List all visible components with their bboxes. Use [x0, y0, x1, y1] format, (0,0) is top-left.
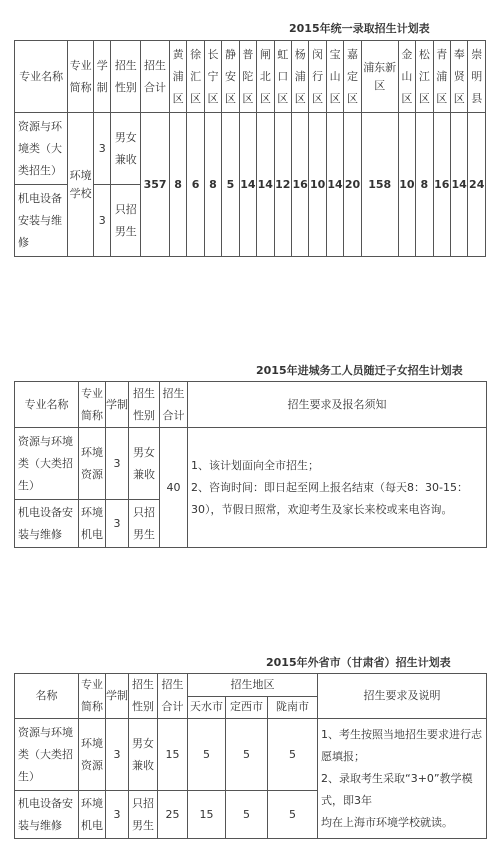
- t2-header: 专业名称: [15, 382, 79, 428]
- t3-header: 招生合计: [158, 674, 188, 719]
- t3-gender: 只招男生: [129, 791, 158, 839]
- t3-header: 招生性别: [129, 674, 158, 719]
- t3-region-header: 定西市: [226, 696, 268, 719]
- t3-gender: 男女兼收: [129, 719, 158, 791]
- t3-region-header: 陇南市: [268, 696, 318, 719]
- t1-years: 3: [94, 113, 111, 185]
- t1-district-value: 16: [433, 113, 450, 257]
- t2-notes: 1、该计划面向全市招生； 2、咨询时间：即日起至网上报名结束（每天8：30-15：30），节假日照常，欢迎考生及家长来校或来电咨询。: [188, 428, 487, 548]
- t1-district-value: 12: [274, 113, 291, 257]
- table2: [14, 381, 487, 548]
- t1-district-value: 10: [309, 113, 326, 257]
- t3-header: 专业简称: [79, 674, 106, 719]
- t3-header: 名称: [15, 674, 79, 719]
- t1-district-value: 14: [326, 113, 343, 257]
- t2-header: 学制: [106, 382, 129, 428]
- t1-header: 闵行区: [309, 41, 326, 113]
- t1-header: 嘉定区: [344, 41, 361, 113]
- t1-gender: 只招男生: [111, 185, 141, 257]
- t1-header: 浦东新区: [361, 41, 398, 113]
- t2-header: 招生合计: [160, 382, 188, 428]
- t1-header: 金山区: [398, 41, 415, 113]
- t1-years: 3: [94, 185, 111, 257]
- t1-major-name: 机电设备安装与维修: [15, 185, 68, 257]
- t2-years: 3: [106, 428, 129, 500]
- t1-district-value: 14: [257, 113, 274, 257]
- t1-district-value: 6: [187, 113, 204, 257]
- t1-district-value: 8: [169, 113, 186, 257]
- t1-district-value: 16: [291, 113, 308, 257]
- table1-title: 2015年统一录取招生计划表: [289, 22, 430, 35]
- t2-header: 招生要求及报名须知: [188, 382, 487, 428]
- t3-total: 25: [158, 791, 188, 839]
- t1-gender: 男女兼收: [111, 113, 141, 185]
- t1-header: 奉贤区: [450, 41, 467, 113]
- t1-header: 徐汇区: [187, 41, 204, 113]
- t1-total: 357: [141, 113, 170, 257]
- t1-major-name: 资源与环境类（大类招生）: [15, 113, 68, 185]
- t1-header: 宝山区: [326, 41, 343, 113]
- t3-header: 招生地区: [188, 674, 318, 697]
- t2-major-abbr: 环境机电: [79, 500, 106, 548]
- t3-years: 3: [106, 719, 129, 791]
- t2-major-abbr: 环境资源: [79, 428, 106, 500]
- t1-header: 专业名称: [15, 41, 68, 113]
- t3-major-abbr: 环境资源: [79, 719, 106, 791]
- t3-region-value: 5: [188, 719, 226, 791]
- t3-major-name: 资源与环境类（大类招生）: [15, 719, 79, 791]
- t1-header: 静安区: [222, 41, 239, 113]
- t3-major-abbr: 环境机电: [79, 791, 106, 839]
- t2-total: 40: [160, 428, 188, 548]
- t3-header: 招生要求及说明: [318, 674, 487, 719]
- t2-header: 专业简称: [79, 382, 106, 428]
- t1-header: 招生性别: [111, 41, 141, 113]
- t1-district-value: 14: [239, 113, 256, 257]
- t1-district-value: 8: [204, 113, 221, 257]
- t3-region-value: 5: [268, 791, 318, 839]
- t1-header: 长宁区: [204, 41, 221, 113]
- t3-major-name: 机电设备安装与维修: [15, 791, 79, 839]
- t1-header: 松江区: [416, 41, 433, 113]
- t1-header: 崇明县: [468, 41, 486, 113]
- t1-district-value: 8: [416, 113, 433, 257]
- t1-major-abbr: 环境 学校: [68, 113, 94, 257]
- t2-major-name: 资源与环境类（大类招生）: [15, 428, 79, 500]
- t1-district-value: 20: [344, 113, 361, 257]
- t3-total: 15: [158, 719, 188, 791]
- t3-region-value: 5: [226, 791, 268, 839]
- t1-district-value: 24: [468, 113, 486, 257]
- table2-title: 2015年进城务工人员随迁子女招生计划表: [256, 364, 463, 377]
- t3-notes: 1、考生按照当地招生要求进行志愿填报； 2、录取考生采取“3+0”教学模式，即3年 均在上海市环境学校就读。: [318, 719, 487, 839]
- t2-years: 3: [106, 500, 129, 548]
- t2-gender: 男女兼收: [129, 428, 160, 500]
- table3: [14, 673, 487, 839]
- t3-region-value: 15: [188, 791, 226, 839]
- t1-header: 虹口区: [274, 41, 291, 113]
- t3-region-value: 5: [226, 719, 268, 791]
- t1-header: 学制: [94, 41, 111, 113]
- t2-header: 招生性别: [129, 382, 160, 428]
- t1-header: 黄浦区: [169, 41, 186, 113]
- t1-district-value: 158: [361, 113, 398, 257]
- t1-district-value: 14: [450, 113, 467, 257]
- t2-major-name: 机电设备安装与维修: [15, 500, 79, 548]
- t1-district-value: 10: [398, 113, 415, 257]
- table3-title: 2015年外省市（甘肃省）招生计划表: [266, 656, 451, 669]
- t2-gender: 只招男生: [129, 500, 160, 548]
- t1-header: 专业简称: [68, 41, 94, 113]
- t1-header: 闸北区: [257, 41, 274, 113]
- t3-region-value: 5: [268, 719, 318, 791]
- t1-header: 杨浦区: [291, 41, 308, 113]
- t1-header: 招生合计: [141, 41, 170, 113]
- t1-district-value: 5: [222, 113, 239, 257]
- table1: [14, 40, 486, 257]
- t3-years: 3: [106, 791, 129, 839]
- t3-region-header: 天水市: [188, 696, 226, 719]
- t1-header: 青浦区: [433, 41, 450, 113]
- t3-header: 学制: [106, 674, 129, 719]
- t1-header: 普陀区: [239, 41, 256, 113]
